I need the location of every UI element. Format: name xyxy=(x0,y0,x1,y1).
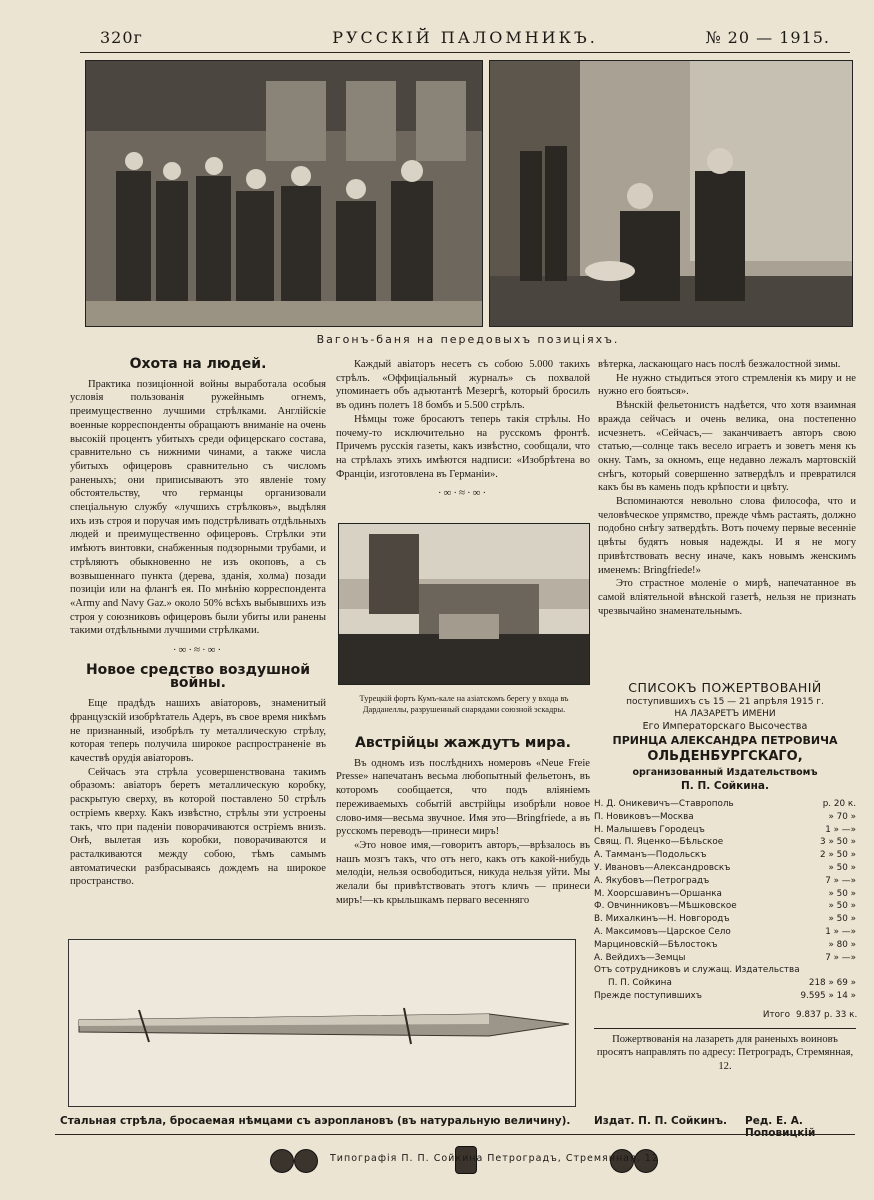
photo-fort-kum-kale xyxy=(338,523,590,685)
article-paragraph: Практика позиціонной войны выработала особыя условія пользованія ружейнымъ огнемъ, преимущественно лучшими стрѣлками. Англійскіе военные корреспонденты обращаютъ вниманіе на очень высокій процентъ убитыхъ среди офицерскаго состава, сравнительно съ нижними чинами, а также числа убитыхъ офицеровъ сравнительно съ числомъ раненыхъ; они приписываютъ это явленіе тому обстоятельству, что германцы организовали спеціальную службу «лучшихъ стрѣлковъ», выдѣляя ихъ изъ строя и поручая имъ подстрѣливать отдѣльныхъ людей и преимущественно офицеровъ. Стрѣлки эти имѣютъ винтовки, снабженныя подзорными трубами, и стрѣляютъ обыкновенно не изъ окоповъ, а съ возвышеннаго пункта (дерева, зданія, холма) позади позиціи или на флангѣ ея. По мнѣнію корреспондента «Army and Navy Gaz.» около 50% всѣхъ выбывшихъ изъ строя у союзниковъ офицеровъ были убиты или ранены такими отдѣльными лучшими стрѣлками. xyxy=(70,378,326,637)
donation-amount: 2 » 50 » xyxy=(820,850,856,861)
arrow-caption: Стальная стрѣла, бросаемая нѣмцами съ аэроплановъ (въ натуральную величину). xyxy=(60,1115,571,1127)
donation-amount: 1 » —» xyxy=(825,926,856,937)
donation-row xyxy=(594,862,856,875)
donation-amount: 7 » —» xyxy=(825,875,856,886)
donation-amount: » 50 » xyxy=(828,888,856,899)
photo-bath-wagon-interior xyxy=(489,60,853,327)
medal-icon xyxy=(270,1149,294,1173)
article-paragraph: Вспоминаются невольно слова философа, что и человѣческое упрямство, прежде чѣмъ растаять, должно подобно снѣгу затвердѣть. Вотъ почему первые весенніе цвѣты будятъ новыя надежды. И я не могу привѣтствовать весну иначе, какъ новымъ женскимъ именемъ: Bringfriede!» xyxy=(598,496,856,576)
article-paragraph: Сейчасъ эта стрѣла усовершенствована такимъ образомъ: авіаторъ беретъ металлическую коробку, раскрытую сверху, въ которой поставлено 50 стрѣлъ остріемъ кверху. Какъ извѣстно, стрѣлы эти устроены такъ, что при паденіи поворачиваются остріемъ внизъ. Онѣ, вылетая изъ коробки, поворачиваются и расталкиваются между собою, тѣмъ самымъ автоматически разбрасываясь дождемъ на широкое пространство. xyxy=(70,766,326,888)
donor-name: П. Новиковъ—Москва xyxy=(594,811,694,822)
donations-subtitle: П. П. Сойкина. xyxy=(681,780,769,792)
article-paragraph: Это страстное моленіе о мирѣ, напечатанное въ самой вліятельной вѣнской газетѣ, нельзя не признать чрезвычайно знаменательнымъ. xyxy=(598,578,856,617)
publisher-line: Издат. П. П. Сойкинъ. xyxy=(594,1115,727,1127)
article-paragraph: Нѣмцы тоже бросаютъ теперь такія стрѣлы. Но почему-то исключительно на русскомъ фронтѣ. Причемъ русскія газеты, какъ извѣстно, сообщали, что на стрѣлахъ этихъ имѣются надписи: «Изобрѣтена во Франціи, изготовлена въ Германіи». xyxy=(336,413,590,480)
article-paragraph: Вѣнскій фельетонистъ надѣется, что хотя взаимная вражда сейчасъ и очень велика, она постепенно исчезнетъ. «Сейчасъ,— заканчиваетъ авторъ свою статью,—солнце такъ весело играетъ и зоветъ меня къ окну. Тамъ, за окномъ, еще недавно лежалъ мартовскій снѣгъ, который совершенно затвердѣлъ и превратился какъ бы въ камень подъ крѣпости и цвѣту. xyxy=(598,400,856,494)
donation-amount: » 50 » xyxy=(828,914,856,925)
donor-name: У. Ивановъ—Александровскъ xyxy=(594,862,731,873)
column-2 xyxy=(336,358,590,507)
article-paragraph: Еще прадѣдъ нашихъ авіаторовъ, знаменитый французскій изобрѣтатель Адеръ, въ свое время никѣмъ не признанный, изобрѣлъ ту металлическую стрѣлу, которая теперь получила широкое распространеніе въ качествѣ орудія авіаторовъ. xyxy=(70,698,326,764)
article-title-hunt: Охота на людей. xyxy=(129,356,267,372)
donor-name: А. Максимовъ—Царское Село xyxy=(594,926,731,937)
article-paragraph: Въ одномъ изъ послѣднихъ номеровъ «Neue Freie Presse» напечатанъ весьма любопытный фельетонъ, въ которомъ сообщается, что подъ вліяніемъ переживаемыхъ событій австрійцы изобрѣли новое слово-имя—весьма звучное. Имя это—Bringfriede, а въ русскомъ переводъ—принеси миръ! xyxy=(336,757,590,838)
header-rule xyxy=(80,52,850,53)
donor-name: В. Михалкинъ—Н. Новгородъ xyxy=(594,914,730,925)
article-title-austrians: Австрійцы жаждутъ мира. xyxy=(355,735,571,751)
donation-row xyxy=(594,913,856,926)
article-title-air-war: Новое средство воздушной войны. xyxy=(85,661,311,692)
photo-caption: Вагонъ-баня на передовыхъ позиціяхъ. xyxy=(316,333,620,346)
donation-staff-row: П. П. Сойкина 218 » 69 » xyxy=(608,978,856,989)
donation-amount: » 50 » xyxy=(828,862,856,873)
donation-row xyxy=(594,888,856,901)
article-paragraph: «Это новое имя,—говоритъ авторъ,—врѣзалось въ нашъ мозгъ такъ, что отъ него, какъ отъ какой-нибудь мелодіи, нельзя освободиться, никуда нельзя уйти. Мы желали бы привѣтствовать этотъ кличъ — принеси миръ!—къ крыльшкамъ перваго весенняго xyxy=(336,839,590,906)
ornament: ·∞·≈·∞· xyxy=(172,644,224,657)
page-header xyxy=(100,28,830,50)
donor-name: М. Хоорсшавинъ—Оршанка xyxy=(594,888,722,899)
donor-name: А. Вейдихъ—Земцы xyxy=(594,952,686,963)
donor-name: А. Тамманъ—Подольскъ xyxy=(594,850,707,861)
printer-footer: Типографія П. П. Сойкина Петроградъ, Стремянная, 12 xyxy=(330,1153,659,1164)
article-paragraph: Каждый авіаторъ несетъ съ собою 5.000 такихъ стрѣлъ. «Оффиціальный журналъ» съ похвалой упоминаетъ объ адъютантѣ Мезергѣ, который бросилъ въ одинъ полетъ 18 бомбъ и 5.500 стрѣлъ. xyxy=(336,359,590,412)
donation-prev-row: Прежде поступившихъ 9.595 » 14 » xyxy=(594,990,856,1001)
donor-name: А. Якубовъ—Петроградъ xyxy=(594,875,710,886)
donation-row xyxy=(594,900,856,913)
donor-name: Н. Д. Оникевичъ—Ставрополь xyxy=(594,799,734,809)
donation-amount: » 70 » xyxy=(828,811,856,822)
photo-bath-wagon-queue xyxy=(85,60,483,327)
photo-steel-arrow xyxy=(68,939,576,1107)
medal-icon xyxy=(294,1149,318,1173)
donation-row xyxy=(594,926,856,939)
donations-entries xyxy=(594,798,856,964)
donation-row xyxy=(594,811,856,824)
donations-note: Пожертвованія на лазареть для раненыхъ воиновъ просятъ направлять по адресу: Петроградъ, Стремянная, 12. xyxy=(596,1033,854,1072)
donation-amount: р. 20 к. xyxy=(822,799,856,809)
ornament: ·∞·≈·∞· xyxy=(437,487,489,500)
donation-amount: 1 » —» xyxy=(825,824,856,835)
donation-row xyxy=(594,952,856,965)
donation-row xyxy=(594,824,856,837)
donations-list xyxy=(594,680,856,1073)
article-paragraph: вѣтерка, ласкающаго насъ послѣ безжалостной зимы. xyxy=(598,359,841,370)
article-paragraph: Не нужно стыдиться этого стремленія къ миру и не нужно его бояться». xyxy=(598,372,856,398)
donation-row xyxy=(594,836,856,849)
donations-subtitle: Его Императорскаго Высочества xyxy=(642,721,808,732)
column-2-lower xyxy=(336,737,590,907)
footer-rule xyxy=(55,1134,855,1135)
editor-line: Ред. Е. А. Поповицкій xyxy=(745,1115,816,1139)
journal-title: РУССКІЙ ПАЛОМНИКЪ. xyxy=(332,28,598,47)
donation-amount: 3 » 50 » xyxy=(820,837,856,848)
issue-number: № 20 — 1915. xyxy=(705,28,830,47)
donation-amount: 7 » —» xyxy=(825,952,856,963)
donations-subtitle: НА ЛАЗАРЕТЪ ИМЕНИ xyxy=(674,709,776,719)
donation-row xyxy=(594,939,856,952)
donor-name: Марциновскій—Бѣлостокъ xyxy=(594,939,718,950)
donation-staff: Отъ сотрудниковъ и служащ. Издательства xyxy=(594,965,800,976)
donation-amount: » 50 » xyxy=(828,901,856,912)
donor-name: Ф. Овчинниковъ—Мѣшковское xyxy=(594,901,737,912)
column-3 xyxy=(598,358,856,618)
page-number: 320г xyxy=(100,28,143,47)
donation-row xyxy=(594,849,856,862)
divider xyxy=(594,1028,856,1029)
column-1 xyxy=(70,358,326,889)
donations-subtitle: организованный Издательствомъ xyxy=(632,767,818,778)
donations-title: СПИСОКЪ ПОЖЕРТВОВАНІЙ xyxy=(628,680,822,695)
donor-name: Свящ. П. Яценко—Бѣльское xyxy=(594,837,724,848)
donation-row xyxy=(594,875,856,888)
donation-row xyxy=(594,798,856,811)
donations-period: поступившихъ съ 15 — 21 апрѣля 1915 г. xyxy=(626,697,824,707)
donations-subtitle: ОЛЬДЕНБУРГСКАГО, xyxy=(647,749,803,764)
fort-caption: Турецкій фортъ Кумъ-кале на азіатскомъ берегу у входа въ Дарданеллы, разрушенный снарядами союзной эскадры. xyxy=(359,694,569,714)
donations-subtitle: ПРИНЦА АЛЕКСАНДРА ПЕТРОВИЧА xyxy=(612,734,838,747)
donation-amount: » 80 » xyxy=(828,939,856,950)
donor-name: Н. Малышевъ Городецъ xyxy=(594,824,705,835)
donation-total-row: Итого 9.837 р. 33 к. xyxy=(762,1009,858,1020)
